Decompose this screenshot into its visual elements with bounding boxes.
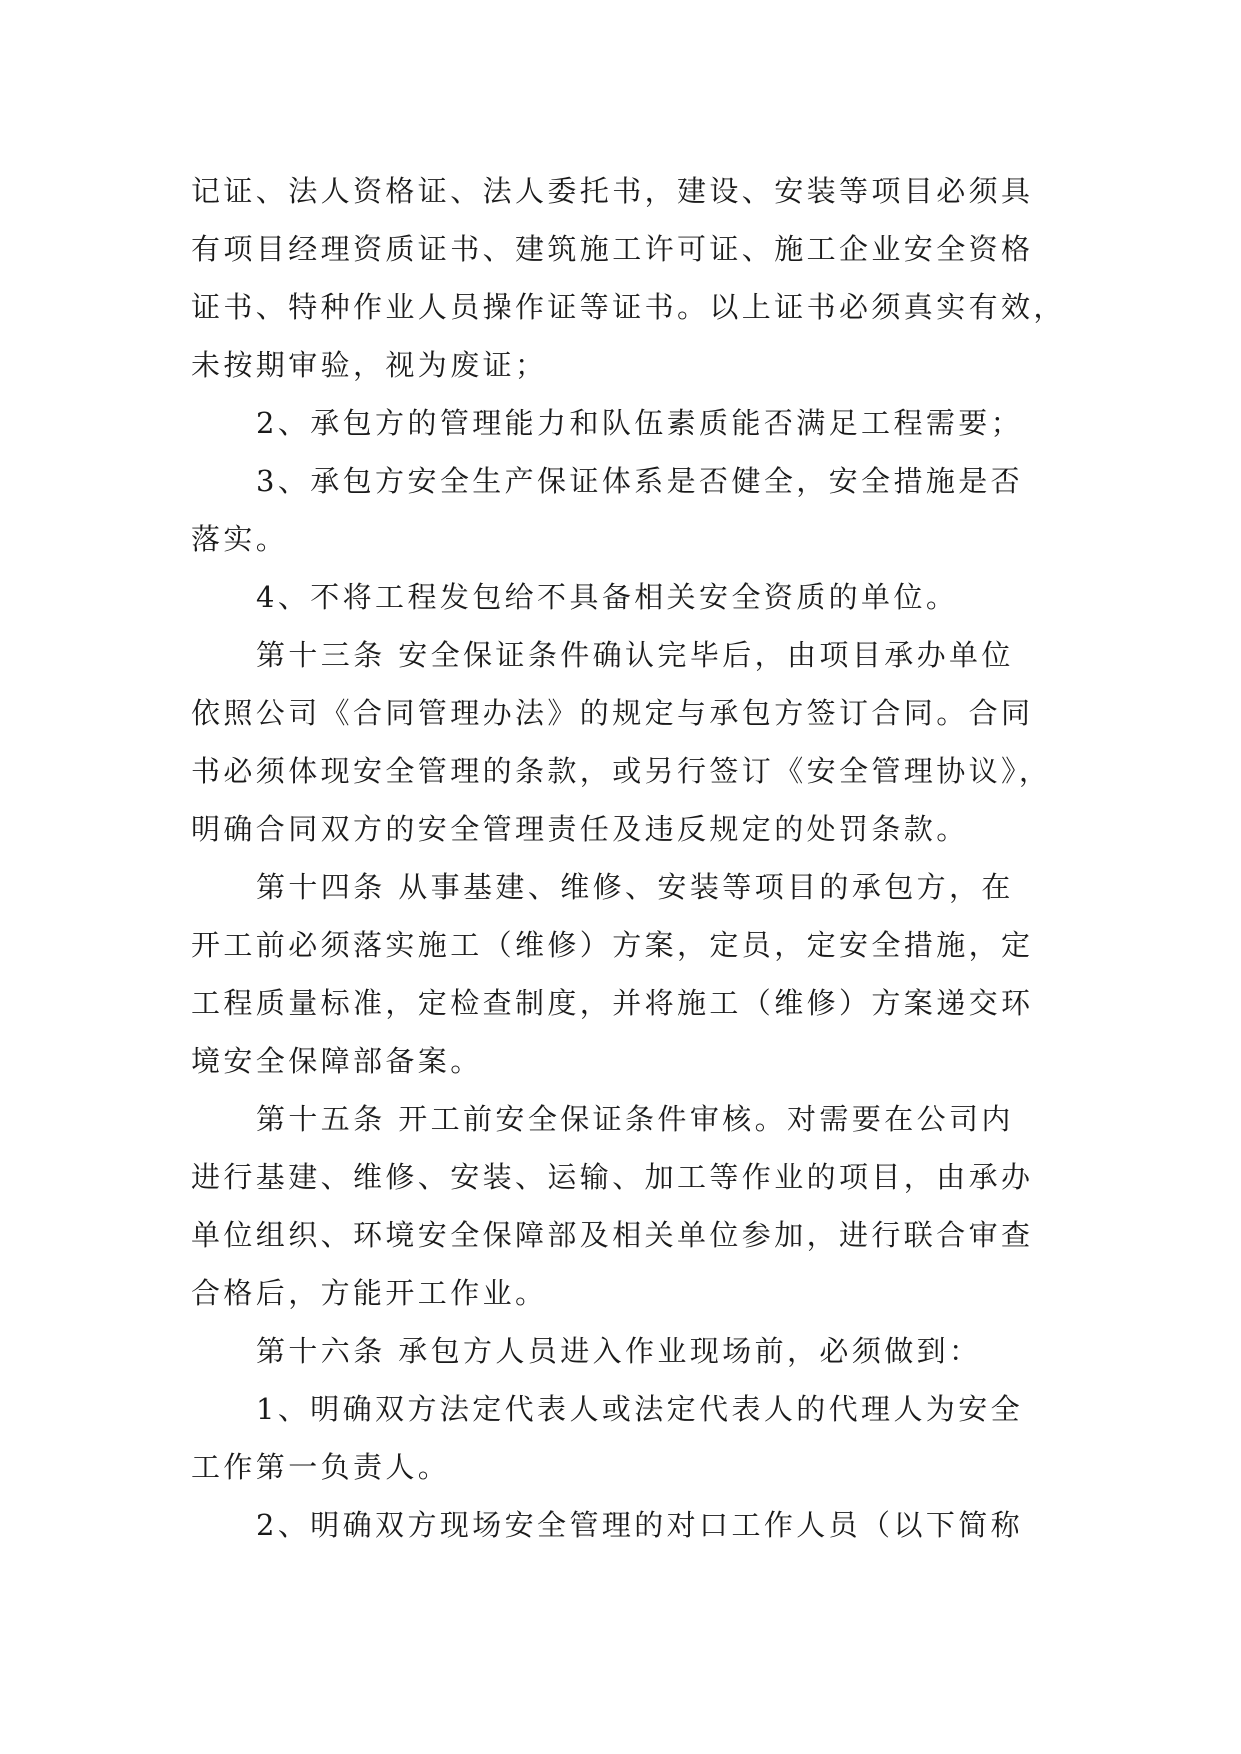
text-line: 4、不将工程发包给不具备相关安全资质的单位。 bbox=[256, 580, 959, 614]
text-line: 进行基建、维修、安装、运输、加工等作业的项目，由承办 bbox=[191, 1160, 1034, 1194]
text-line: 工作第一负责人。 bbox=[191, 1450, 451, 1484]
article-16-heading-line: 第十六条 承包方人员进入作业现场前，必须做到： bbox=[256, 1334, 982, 1368]
article-13-heading-line: 第十三条 安全保证条件确认完毕后，由项目承办单位 bbox=[256, 638, 1014, 672]
text-line: 明确合同双方的安全管理责任及违反规定的处罚条款。 bbox=[191, 812, 969, 846]
text-line: 2、明确双方现场安全管理的对口工作人员（以下简称 bbox=[256, 1508, 1024, 1542]
text-line: 境安全保障部备案。 bbox=[191, 1044, 483, 1078]
text-line: 1、明确双方法定代表人或法定代表人的代理人为安全 bbox=[256, 1392, 1024, 1426]
text-line: 工程质量标准，定检查制度，并将施工（维修）方案递交环 bbox=[191, 986, 1034, 1020]
text-line: 3、承包方安全生产保证体系是否健全，安全措施是否 bbox=[256, 464, 1024, 498]
text-line: 未按期审验，视为废证； bbox=[191, 348, 548, 382]
text-line: 合格后，方能开工作业。 bbox=[191, 1276, 548, 1310]
text-line: 有项目经理资质证书、建筑施工许可证、施工企业安全资格 bbox=[191, 232, 1034, 266]
article-14-heading-line: 第十四条 从事基建、维修、安装等项目的承包方，在 bbox=[256, 870, 1014, 904]
text-line: 2、承包方的管理能力和队伍素质能否满足工程需要； bbox=[256, 406, 1024, 440]
text-line: 落实。 bbox=[191, 522, 289, 556]
text-line: 单位组织、环境安全保障部及相关单位参加，进行联合审查 bbox=[191, 1218, 1034, 1252]
document-body bbox=[191, 162, 1066, 1554]
article-15-heading-line: 第十五条 开工前安全保证条件审核。对需要在公司内 bbox=[256, 1102, 1014, 1136]
text-line: 记证、法人资格证、法人委托书，建设、安装等项目必须具 bbox=[191, 174, 1034, 208]
text-line: 开工前必须落实施工（维修）方案，定员，定安全措施，定 bbox=[191, 928, 1034, 962]
text-line: 依照公司《合同管理办法》的规定与承包方签订合同。合同 bbox=[191, 696, 1034, 730]
text-line: 书必须体现安全管理的条款，或另行签订《安全管理协议》， bbox=[191, 754, 1052, 788]
text-line: 证书、特种作业人员操作证等证书。以上证书必须真实有效， bbox=[191, 290, 1066, 324]
